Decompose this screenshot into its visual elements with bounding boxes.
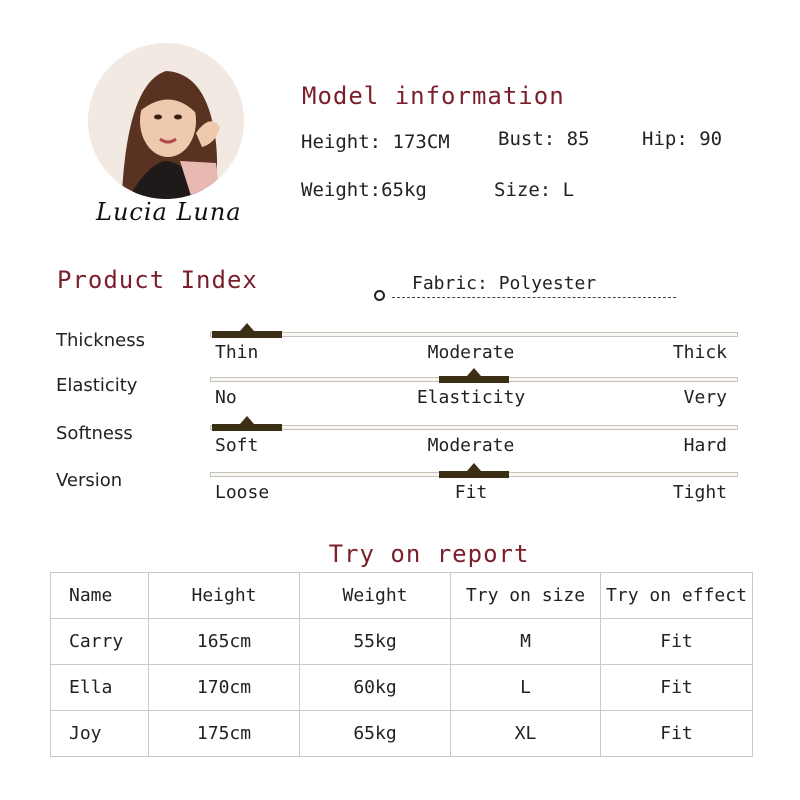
try-on-report-table xyxy=(50,572,753,757)
index-indicator-version xyxy=(439,471,509,478)
model-info-title: Model information xyxy=(302,82,565,110)
tick-mid: Elasticity xyxy=(416,387,526,408)
model-height: Height: 173CM xyxy=(301,131,450,153)
table-cell: Ella xyxy=(51,665,149,711)
model-avatar xyxy=(88,43,244,199)
index-track-thickness xyxy=(210,332,738,337)
table-cell: Fit xyxy=(601,619,753,665)
tick-right: Very xyxy=(683,387,727,408)
index-label-thickness: Thickness xyxy=(56,330,145,351)
model-weight: Weight:65kg xyxy=(301,179,427,201)
index-label-softness: Softness xyxy=(56,423,133,444)
fabric-dashed-line xyxy=(392,297,676,298)
table-header-cell: Try on effect xyxy=(601,573,753,619)
index-indicator-thickness xyxy=(212,331,282,338)
table-cell: Carry xyxy=(51,619,149,665)
table-header-cell: Weight xyxy=(300,573,451,619)
table-row xyxy=(51,665,753,711)
model-size: Size: L xyxy=(494,179,575,201)
tick-left: Soft xyxy=(215,435,259,456)
index-track-softness xyxy=(210,425,738,430)
table-header-cell: Name xyxy=(51,573,149,619)
table-header-cell: Try on size xyxy=(451,573,601,619)
product-index-title: Product Index xyxy=(57,266,258,294)
table-cell: XL xyxy=(451,711,601,757)
index-indicator-elasticity xyxy=(439,376,509,383)
table-cell: 170cm xyxy=(149,665,300,711)
model-bust: Bust: 85 xyxy=(498,128,590,150)
table-cell: 55kg xyxy=(300,619,451,665)
table-cell: 60kg xyxy=(300,665,451,711)
table-cell: M xyxy=(451,619,601,665)
table-cell: L xyxy=(451,665,601,711)
table-row xyxy=(51,619,753,665)
tick-mid: Moderate xyxy=(427,342,515,363)
tick-right: Thick xyxy=(672,342,727,363)
table-cell: 65kg xyxy=(300,711,451,757)
tick-right: Tight xyxy=(672,482,727,503)
table-row xyxy=(51,711,753,757)
index-label-elasticity: Elasticity xyxy=(56,375,138,396)
model-signature: Lucia Luna xyxy=(96,198,242,226)
tick-right: Hard xyxy=(683,435,727,456)
table-cell: Fit xyxy=(601,665,753,711)
tick-left: Thin xyxy=(215,342,259,363)
fabric-label: Fabric: Polyester xyxy=(412,273,597,294)
model-portrait-icon xyxy=(88,43,244,199)
tick-mid: Moderate xyxy=(427,435,515,456)
fabric-bullet-icon xyxy=(374,290,385,301)
model-hip: Hip: 90 xyxy=(642,128,723,150)
index-indicator-softness xyxy=(212,424,282,431)
table-cell: Joy xyxy=(51,711,149,757)
table-header-cell: Height xyxy=(149,573,300,619)
table-cell: 165cm xyxy=(149,619,300,665)
tick-left: No xyxy=(215,387,237,408)
table-cell: 175cm xyxy=(149,711,300,757)
tick-left: Loose xyxy=(215,482,270,503)
table-header-row xyxy=(51,573,753,619)
try-on-report-title: Try on report xyxy=(328,540,530,568)
index-label-version: Version xyxy=(56,470,123,491)
table-cell: Fit xyxy=(601,711,753,757)
tick-mid: Fit xyxy=(454,482,488,503)
